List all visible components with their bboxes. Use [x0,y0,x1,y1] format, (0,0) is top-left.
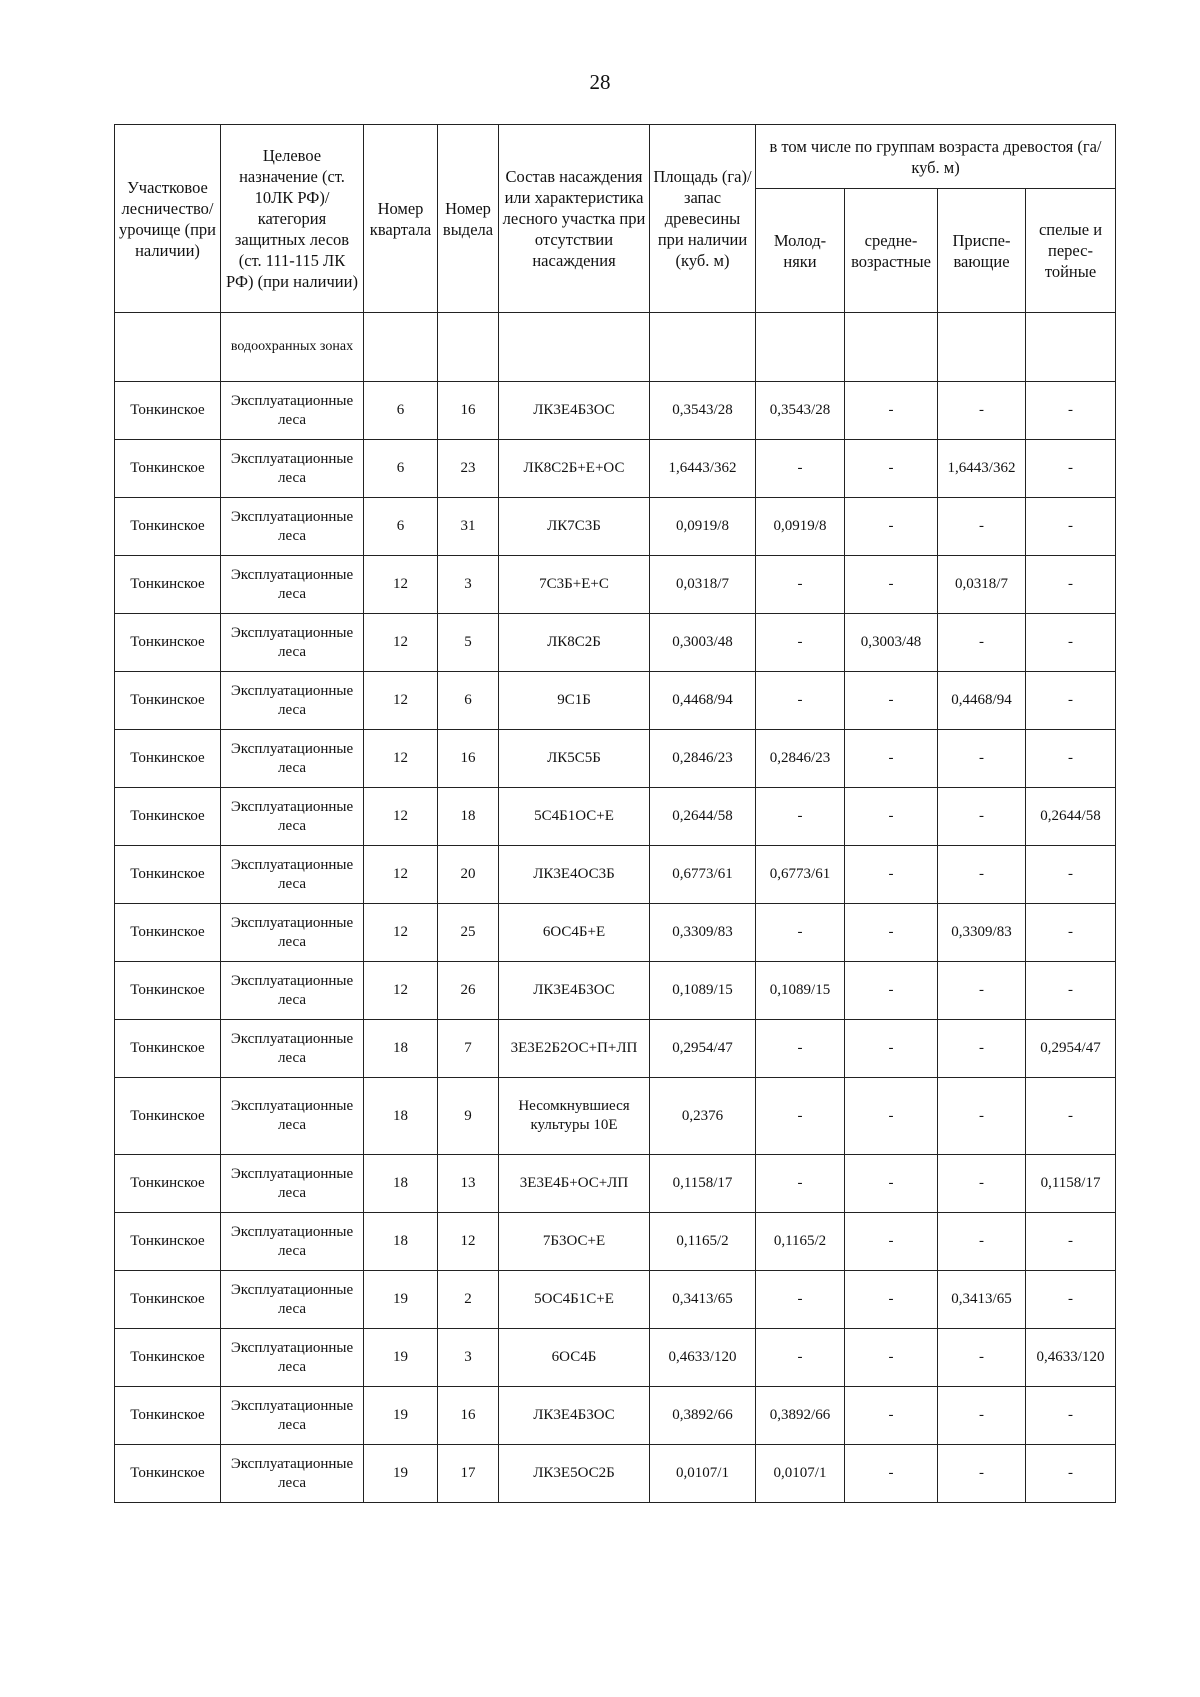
cell-pre-mature: - [938,1213,1026,1271]
header-kvartal: Номер квартала [364,125,438,313]
cell-district: Тонкинское [115,1271,221,1329]
cell-area: 0,3892/66 [650,1387,756,1445]
cell-young: 0,3892/66 [756,1387,845,1445]
header-young: Молод-няки [756,189,845,313]
cell-composition: Несомкнувшиеся культуры 10Е [499,1078,650,1155]
page-number: 28 [589,70,611,94]
table-row [115,846,1116,904]
cell-area: 0,3003/48 [650,614,756,672]
cell-purpose: Эксплуатационные леса [221,382,364,440]
cell-purpose: Эксплуатационные леса [221,440,364,498]
cell-purpose: Эксплуатационные леса [221,1078,364,1155]
cell-pre-mature: - [938,1155,1026,1213]
cell-vydel: 20 [438,846,499,904]
header-composition: Состав насаждения или характеристика лесного участка при отсутствии насаждения [499,125,650,313]
cell-young: - [756,1271,845,1329]
cell-young: 0,0919/8 [756,498,845,556]
header-mature: спелые и перес-тойные [1026,189,1116,313]
cell-district: Тонкинское [115,382,221,440]
cell-pre-mature: - [938,614,1026,672]
cell-vydel: 16 [438,1387,499,1445]
cell-middle: - [845,1213,938,1271]
cell-vydel: 16 [438,730,499,788]
cell-district: Тонкинское [115,1155,221,1213]
cell-composition: 5ОС4Б1С+Е [499,1271,650,1329]
cell-middle: - [845,1271,938,1329]
cell-kvartal: 12 [364,556,438,614]
cell-vydel: 16 [438,382,499,440]
cell-kvartal: 18 [364,1155,438,1213]
cell-area: 0,0107/1 [650,1445,756,1503]
cell-pre-mature: 0,3309/83 [938,904,1026,962]
cell-district: Тонкинское [115,672,221,730]
cell-mature: - [1026,556,1116,614]
cell-area: 0,0919/8 [650,498,756,556]
table-row [115,1271,1116,1329]
cell-young: - [756,1155,845,1213]
table-row [115,672,1116,730]
forest-plots-table [114,124,1116,1503]
cell-pre-mature: - [938,788,1026,846]
cell-area: 0,1158/17 [650,1155,756,1213]
table-row [115,498,1116,556]
cell-vydel: 5 [438,614,499,672]
cell-district: Тонкинское [115,1445,221,1503]
cell-pre-mature: - [938,1020,1026,1078]
cell-pre-mature: - [938,1078,1026,1155]
cell-young: - [756,672,845,730]
cell-purpose: Эксплуатационные леса [221,498,364,556]
cell-kvartal: 18 [364,1213,438,1271]
cell-middle: - [845,1020,938,1078]
cell-young: 0,6773/61 [756,846,845,904]
cell-district: Тонкинское [115,1078,221,1155]
cell-district: Тонкинское [115,1387,221,1445]
cell-area [650,313,756,382]
cell-composition: 3Е3Е2Б2ОС+П+ЛП [499,1020,650,1078]
cell-mature: - [1026,440,1116,498]
table-row-note [115,313,1116,382]
cell-vydel: 23 [438,440,499,498]
cell-composition: ЛК8С2Б [499,614,650,672]
cell-composition: ЛК3Е4ОС3Б [499,846,650,904]
cell-purpose: Эксплуатационные леса [221,1271,364,1329]
cell-area: 0,3413/65 [650,1271,756,1329]
cell-middle: - [845,672,938,730]
cell-pre-mature: - [938,730,1026,788]
cell-district [115,313,221,382]
table-body [115,313,1116,1503]
cell-district: Тонкинское [115,904,221,962]
table-row [115,382,1116,440]
cell-young: - [756,440,845,498]
cell-vydel: 18 [438,788,499,846]
cell-kvartal: 19 [364,1329,438,1387]
cell-mature: - [1026,498,1116,556]
table-row [115,730,1116,788]
cell-composition: 6ОС4Б+Е [499,904,650,962]
cell-middle: - [845,440,938,498]
cell-composition [499,313,650,382]
cell-composition: 9С1Б [499,672,650,730]
cell-purpose: Эксплуатационные леса [221,1020,364,1078]
cell-mature: - [1026,846,1116,904]
cell-purpose: Эксплуатационные леса [221,730,364,788]
cell-kvartal: 12 [364,672,438,730]
cell-area: 0,2644/58 [650,788,756,846]
table-row [115,1078,1116,1155]
cell-kvartal: 18 [364,1020,438,1078]
cell-vydel: 12 [438,1213,499,1271]
cell-district: Тонкинское [115,1020,221,1078]
cell-pre-mature: - [938,498,1026,556]
cell-kvartal: 12 [364,846,438,904]
cell-pre-mature: - [938,846,1026,904]
cell-composition: ЛК3Е4Б3ОС [499,1387,650,1445]
cell-vydel: 6 [438,672,499,730]
cell-kvartal: 12 [364,788,438,846]
cell-kvartal: 19 [364,1271,438,1329]
cell-area: 0,2954/47 [650,1020,756,1078]
cell-middle: - [845,962,938,1020]
cell-area: 0,4468/94 [650,672,756,730]
cell-area: 0,3309/83 [650,904,756,962]
cell-middle: - [845,1445,938,1503]
cell-pre-mature: 0,0318/7 [938,556,1026,614]
cell-district: Тонкинское [115,1329,221,1387]
cell-composition: 6ОС4Б [499,1329,650,1387]
cell-kvartal: 19 [364,1387,438,1445]
cell-kvartal: 12 [364,904,438,962]
cell-middle: - [845,1387,938,1445]
cell-purpose: Эксплуатационные леса [221,1213,364,1271]
table-row [115,904,1116,962]
cell-district: Тонкинское [115,440,221,498]
cell-vydel: 13 [438,1155,499,1213]
cell-kvartal: 6 [364,382,438,440]
cell-composition: ЛК3Е4Б3ОС [499,962,650,1020]
table-row [115,1445,1116,1503]
cell-kvartal: 6 [364,498,438,556]
cell-district: Тонкинское [115,1213,221,1271]
table-row [115,1329,1116,1387]
cell-purpose: Эксплуатационные леса [221,788,364,846]
cell-purpose: Эксплуатационные леса [221,1155,364,1213]
table-row [115,1387,1116,1445]
cell-mature: - [1026,962,1116,1020]
header-pre-mature: Приспе-вающие [938,189,1026,313]
cell-mature: - [1026,614,1116,672]
cell-vydel: 7 [438,1020,499,1078]
cell-district: Тонкинское [115,730,221,788]
cell-vydel [438,313,499,382]
cell-mature: - [1026,382,1116,440]
table-row [115,1213,1116,1271]
cell-pre-mature: - [938,382,1026,440]
table-header [115,125,1116,313]
cell-vydel: 26 [438,962,499,1020]
cell-area: 0,2376 [650,1078,756,1155]
cell-vydel: 31 [438,498,499,556]
cell-young: - [756,788,845,846]
cell-kvartal: 12 [364,614,438,672]
cell-young: - [756,1329,845,1387]
header-district: Участковое лесничество/ урочище (при наличии) [115,125,221,313]
cell-middle: 0,3003/48 [845,614,938,672]
cell-vydel: 25 [438,904,499,962]
cell-mature [1026,313,1116,382]
cell-purpose: Эксплуатационные леса [221,556,364,614]
cell-mature: - [1026,1213,1116,1271]
cell-composition: ЛК7С3Б [499,498,650,556]
cell-vydel: 2 [438,1271,499,1329]
cell-vydel: 3 [438,556,499,614]
cell-vydel: 3 [438,1329,499,1387]
header-purpose: Целевое назначение (ст. 10ЛК РФ)/ категория защитных лесов (ст. 111-115 ЛК РФ) (при наличии) [221,125,364,313]
cell-pre-mature: - [938,1387,1026,1445]
cell-mature: - [1026,1387,1116,1445]
cell-middle: - [845,1078,938,1155]
cell-middle: - [845,730,938,788]
cell-kvartal: 18 [364,1078,438,1155]
cell-mature: - [1026,1445,1116,1503]
cell-area: 0,6773/61 [650,846,756,904]
cell-district: Тонкинское [115,498,221,556]
cell-purpose: Эксплуатационные леса [221,672,364,730]
cell-young: - [756,614,845,672]
header-vydel: Номер выдела [438,125,499,313]
table-row [115,1020,1116,1078]
cell-young: 0,2846/23 [756,730,845,788]
cell-area: 0,1089/15 [650,962,756,1020]
cell-purpose: Эксплуатационные леса [221,1445,364,1503]
table-row [115,440,1116,498]
cell-young: 0,3543/28 [756,382,845,440]
cell-pre-mature: 1,6443/362 [938,440,1026,498]
cell-vydel: 17 [438,1445,499,1503]
cell-pre-mature: - [938,1329,1026,1387]
cell-composition: ЛК8С2Б+Е+ОС [499,440,650,498]
cell-area: 1,6443/362 [650,440,756,498]
cell-mature: 0,2954/47 [1026,1020,1116,1078]
cell-pre-mature: 0,3413/65 [938,1271,1026,1329]
table-row [115,788,1116,846]
cell-middle: - [845,1329,938,1387]
cell-district: Тонкинское [115,556,221,614]
cell-district: Тонкинское [115,846,221,904]
cell-composition: ЛК3Е5ОС2Б [499,1445,650,1503]
table-row [115,962,1116,1020]
cell-district: Тонкинское [115,788,221,846]
cell-composition: 3Е3Е4Б+ОС+ЛП [499,1155,650,1213]
cell-mature: 0,4633/120 [1026,1329,1116,1387]
cell-area: 0,4633/120 [650,1329,756,1387]
cell-district: Тонкинское [115,614,221,672]
cell-purpose: водоохранных зонах [221,313,364,382]
cell-young: - [756,1078,845,1155]
cell-purpose: Эксплуатационные леса [221,846,364,904]
cell-purpose: Эксплуатационные леса [221,1329,364,1387]
cell-middle: - [845,1155,938,1213]
cell-kvartal: 6 [364,440,438,498]
cell-mature: - [1026,1078,1116,1155]
cell-kvartal [364,313,438,382]
cell-purpose: Эксплуатационные леса [221,904,364,962]
cell-middle: - [845,846,938,904]
header-area: Площадь (га)/ запас древесины при наличии (куб. м) [650,125,756,313]
table-row [115,1155,1116,1213]
cell-purpose: Эксплуатационные леса [221,614,364,672]
cell-mature: - [1026,1271,1116,1329]
cell-composition: 5С4Б1ОС+Е [499,788,650,846]
cell-mature: - [1026,904,1116,962]
cell-kvartal: 12 [364,962,438,1020]
cell-district: Тонкинское [115,962,221,1020]
table-row [115,614,1116,672]
cell-kvartal: 12 [364,730,438,788]
header-middle: средне-возрастные [845,189,938,313]
header-age-groups: в том числе по группам возраста древостоя (га/куб. м) [756,125,1116,189]
cell-young [756,313,845,382]
cell-pre-mature: 0,4468/94 [938,672,1026,730]
cell-kvartal: 19 [364,1445,438,1503]
cell-mature: - [1026,730,1116,788]
cell-young: 0,0107/1 [756,1445,845,1503]
cell-area: 0,3543/28 [650,382,756,440]
cell-composition: ЛК5С5Б [499,730,650,788]
cell-young: - [756,1020,845,1078]
cell-middle: - [845,382,938,440]
cell-mature: 0,2644/58 [1026,788,1116,846]
cell-pre-mature: - [938,962,1026,1020]
table-row [115,556,1116,614]
cell-area: 0,1165/2 [650,1213,756,1271]
cell-young: 0,1089/15 [756,962,845,1020]
cell-composition: 7Б3ОС+Е [499,1213,650,1271]
cell-pre-mature: - [938,1445,1026,1503]
cell-young: - [756,904,845,962]
cell-vydel: 9 [438,1078,499,1155]
cell-mature: - [1026,672,1116,730]
cell-mature: 0,1158/17 [1026,1155,1116,1213]
cell-purpose: Эксплуатационные леса [221,962,364,1020]
cell-composition: 7С3Б+Е+С [499,556,650,614]
cell-middle: - [845,498,938,556]
cell-composition: ЛК3Е4Б3ОС [499,382,650,440]
cell-middle [845,313,938,382]
cell-middle: - [845,904,938,962]
cell-pre-mature [938,313,1026,382]
cell-young: - [756,556,845,614]
cell-middle: - [845,788,938,846]
cell-area: 0,2846/23 [650,730,756,788]
cell-middle: - [845,556,938,614]
cell-purpose: Эксплуатационные леса [221,1387,364,1445]
cell-young: 0,1165/2 [756,1213,845,1271]
cell-area: 0,0318/7 [650,556,756,614]
